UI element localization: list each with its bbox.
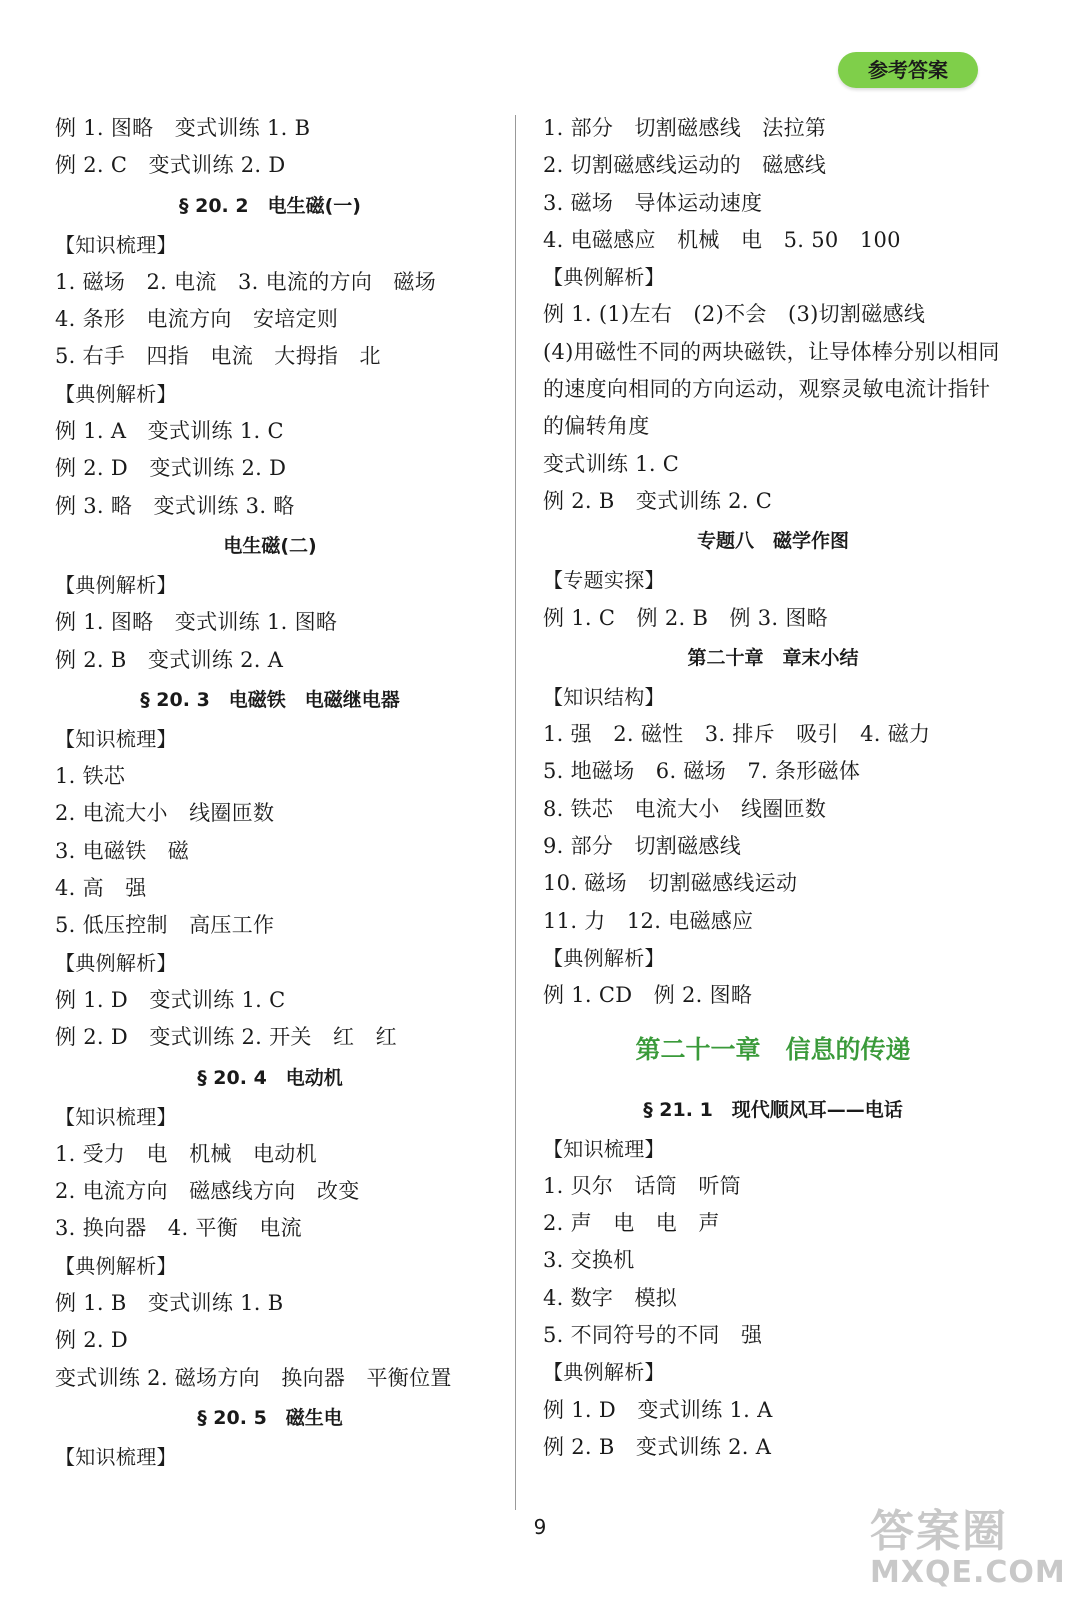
answer-line: 例 1. D 变式训练 1. C <box>55 987 286 1012</box>
column-divider <box>515 115 516 1510</box>
chapter-title: 第二十一章 信息的传递 <box>635 1034 911 1064</box>
answer-line: 5. 不同符号的不同 强 <box>543 1323 763 1348</box>
answer-line: 1. 强 2. 磁性 3. 排斥 吸引 4. 磁力 <box>543 722 931 747</box>
answer-line: 4. 电磁感应 机械 电 5. 50 100 <box>543 227 901 252</box>
answer-line: 例 3. 略 变式训练 3. 略 <box>55 493 295 518</box>
answer-line: 例 2. D 变式训练 2. D <box>55 456 287 481</box>
answer-line: 5. 地磁场 6. 磁场 7. 条形磁体 <box>543 759 861 784</box>
answer-line: 变式训练 1. C <box>543 451 680 476</box>
answer-line: 例 2. B 变式训练 2. C <box>543 488 773 513</box>
answer-line: 2. 电流大小 线圈匝数 <box>55 801 275 826</box>
answer-line: 例 2. B 变式训练 2. A <box>55 647 284 672</box>
answer-line: 例 2. D 变式训练 2. 开关 红 红 <box>55 1025 397 1050</box>
subsection-label: 【典例解析】 <box>55 1253 177 1278</box>
answer-line: 例 2. B 变式训练 2. A <box>543 1434 772 1459</box>
subsection-label: 【知识梳理】 <box>55 1104 177 1129</box>
answer-key-badge: 参考答案 <box>838 52 978 88</box>
page-number: 9 <box>533 1515 547 1539</box>
subsection-label: 【典例解析】 <box>55 381 177 406</box>
answer-line: 3. 电磁铁 磁 <box>55 838 190 863</box>
answer-line: 3. 换向器 4. 平衡 电流 <box>55 1216 302 1241</box>
answer-line: 变式训练 2. 磁场方向 换向器 平衡位置 <box>55 1365 452 1390</box>
answer-paragraph: (4)用磁性不同的两块磁铁，让导体棒分别以相同的速度向相同的方向运动，观察灵敏电流计指针的偏转角度 <box>543 339 1000 439</box>
watermark-logo-text: 答案圈 <box>870 1506 1008 1557</box>
subsection-label: 【知识梳理】 <box>55 1444 177 1469</box>
answer-line: 1. 铁芯 <box>55 764 126 789</box>
answer-line: 例 1. D 变式训练 1. A <box>543 1397 773 1422</box>
answer-line: 3. 磁场 导体运动速度 <box>543 190 763 215</box>
answer-line: 1. 部分 切割磁感线 法拉第 <box>543 116 827 140</box>
answer-line: 例 2. D <box>55 1328 129 1353</box>
answer-line: 1. 磁场 2. 电流 3. 电流的方向 磁场 <box>55 269 437 294</box>
answer-line: 例 1. C 例 2. B 例 3. 图略 <box>543 605 828 630</box>
answer-line: 4. 数字 模拟 <box>543 1285 678 1310</box>
answer-line: 例 1. A 变式训练 1. C <box>55 419 284 444</box>
section-heading: § 21. 1 现代顺风耳——电话 <box>643 1098 903 1121</box>
answer-line: 4. 高 强 <box>55 876 147 901</box>
section-heading: 专题八 磁学作图 <box>696 530 849 553</box>
answer-line: 1. 贝尔 话筒 听筒 <box>543 1173 742 1198</box>
answer-line: 例 1. B 变式训练 1. B <box>55 1291 284 1316</box>
subsection-label: 【典例解析】 <box>543 945 665 970</box>
site-watermark <box>870 1508 1075 1596</box>
subsection-label: 【典例解析】 <box>543 265 665 290</box>
subsection-label: 【典例解析】 <box>543 1360 665 1385</box>
answer-line: 4. 条形 电流方向 安培定则 <box>55 307 339 332</box>
answer-line: 例 1. (1)左右 (2)不会 (3)切割磁感线 <box>543 302 926 327</box>
answer-line: 10. 磁场 切割磁感线运动 <box>543 871 798 896</box>
section-heading: § 20. 4 电动机 <box>197 1066 343 1089</box>
answer-line: 2. 切割磁感线运动的 磁感线 <box>543 153 827 178</box>
answer-line: 例 1. 图略 变式训练 1. B <box>55 116 311 140</box>
answer-line: 例 1. CD 例 2. 图略 <box>543 983 753 1008</box>
watermark-url: MXQE.COM <box>870 1555 1066 1590</box>
answer-line: 5. 右手 四指 电流 大拇指 北 <box>55 344 381 369</box>
answer-line: 3. 交换机 <box>543 1248 635 1273</box>
subsection-label: 【典例解析】 <box>55 950 177 975</box>
answer-line: 8. 铁芯 电流大小 线圈匝数 <box>543 796 827 821</box>
answer-line: 例 2. C 变式训练 2. D <box>55 153 286 178</box>
answer-line: 11. 力 12. 电磁感应 <box>543 908 754 933</box>
section-heading: 第二十章 章末小结 <box>687 646 859 669</box>
answer-line: 例 1. 图略 变式训练 1. 图略 <box>55 610 338 635</box>
answer-line: 1. 受力 电 机械 电动机 <box>55 1141 317 1166</box>
subsection-label: 【知识梳理】 <box>55 726 177 751</box>
subsection-label: 【知识梳理】 <box>55 232 177 257</box>
section-heading: § 20. 3 电磁铁 电磁继电器 <box>140 688 400 711</box>
section-heading: § 20. 2 电生磁(一) <box>179 194 361 217</box>
right-column <box>543 110 1003 1466</box>
subsection-label: 【知识结构】 <box>543 684 665 709</box>
answer-line: 9. 部分 切割磁感线 <box>543 834 742 859</box>
subsection-label: 【典例解析】 <box>55 572 177 597</box>
answer-line: 5. 低压控制 高压工作 <box>55 913 275 938</box>
section-heading: § 20. 5 磁生电 <box>197 1406 343 1429</box>
section-heading: 电生磁(二) <box>223 534 317 557</box>
left-column <box>55 110 485 1476</box>
subsection-label: 【专题实探】 <box>543 568 665 593</box>
subsection-label: 【知识梳理】 <box>543 1136 665 1161</box>
answer-line: 2. 电流方向 磁感线方向 改变 <box>55 1179 360 1204</box>
answer-line: 2. 声 电 电 声 <box>543 1211 720 1236</box>
